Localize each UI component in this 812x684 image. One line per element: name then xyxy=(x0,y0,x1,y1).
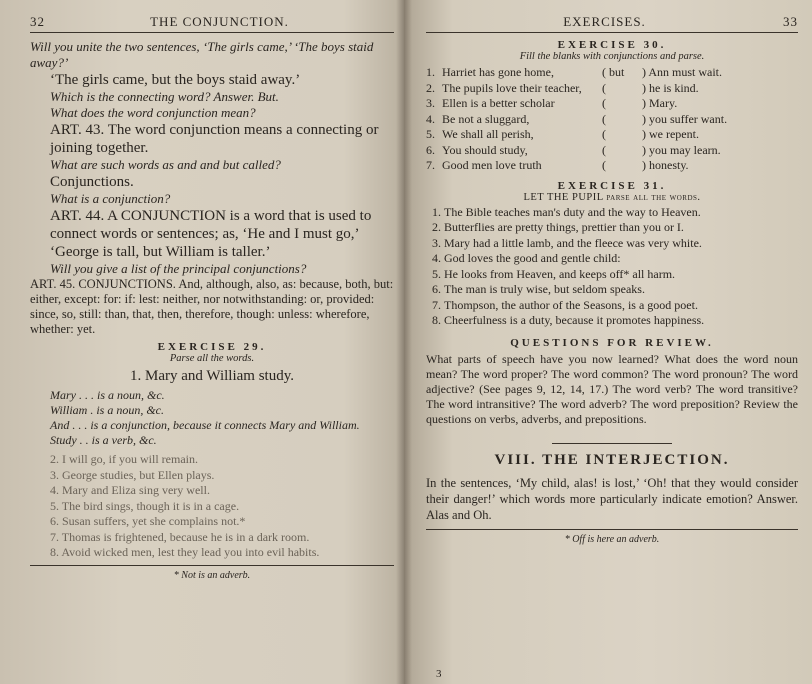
example-heading: 1. Mary and William study. xyxy=(130,368,294,384)
cell-b: ( xyxy=(602,111,606,126)
text-line: ‘The girls came, but the boys staid away.’ xyxy=(50,72,301,88)
book-gutter xyxy=(396,0,412,684)
signature-mark: 3 xyxy=(436,668,442,680)
exercise-item: 4. Mary and Eliza sing very well. xyxy=(50,483,210,497)
exercise-item: 6. Susan suffers, yet she complains not.* xyxy=(50,514,246,528)
exercise-30-subtitle: Fill the blanks with conjunctions and parse. xyxy=(519,51,705,62)
text-line: ART. 43. The word conjunction means a connecting or joining together. xyxy=(50,122,379,156)
table-row xyxy=(426,112,798,128)
cell-a: The pupils love their teacher, xyxy=(442,80,582,95)
cell-b: ( xyxy=(602,142,606,157)
list-item: 7. Thompson, the author of the Seasons, is a good poet. xyxy=(444,298,798,314)
table-row xyxy=(426,158,798,174)
cell-a: You should study, xyxy=(442,142,528,157)
text-line: Will you unite the two sentences, ‘The girls came,’ ‘The boys staid away?’ xyxy=(30,39,374,70)
right-running-head xyxy=(426,14,798,33)
right-page-number: 33 xyxy=(783,14,798,29)
example-lines xyxy=(30,388,394,448)
exercise-item: 2. I will go, if you will remain. xyxy=(50,452,198,466)
list-item: 2. Butterflies are pretty things, prettier than you or I. xyxy=(444,220,798,236)
exercise-item: 5. The bird sings, though it is in a cage. xyxy=(50,498,240,513)
section-divider xyxy=(552,443,672,444)
right-footnote: * Off is here an adverb. xyxy=(564,533,660,545)
list-item: 6. The man is truly wise, but seldom speaks. xyxy=(444,282,798,298)
text-line: Will you give a list of the principal conjunctions? xyxy=(50,261,307,276)
cell-c: ) Ann must wait. xyxy=(642,65,722,79)
list-item: 4. God loves the good and gentle child: xyxy=(444,251,798,267)
example-line: William . is a noun, &c. xyxy=(50,403,164,417)
exercise-31-title: EXERCISE 31. xyxy=(557,179,667,192)
cell-n: 6. xyxy=(426,142,435,157)
chapter-title: VIII. THE INTERJECTION. xyxy=(494,451,730,468)
list-item: 3. Mary had a little lamb, and the fleece was very white. xyxy=(444,236,798,252)
cell-a: Good men love truth xyxy=(442,158,542,172)
cell-c: ) you suffer want. xyxy=(642,111,728,126)
list-item: 5. He looks from Heaven, and keeps off* all harm. xyxy=(444,267,798,283)
exercise-item: 3. George studies, but Ellen plays. xyxy=(50,467,215,482)
exercise-item: 8. Avoid wicked men, lest they lead you into evil habits. xyxy=(50,545,320,559)
cell-n: 2. xyxy=(426,80,435,95)
cell-a: Be not a sluggard, xyxy=(442,111,530,126)
example-line: Study . . is a verb, &c. xyxy=(50,433,157,447)
cell-b: ( xyxy=(602,80,606,95)
right-footnote-rule xyxy=(426,529,798,530)
text-line: Conjunctions. xyxy=(50,174,134,190)
exercise-31-subtitle: LET THE PUPIL parse all the words. xyxy=(523,191,701,203)
text-line: What are such words as and and but called? xyxy=(50,157,281,172)
cell-b: ( xyxy=(602,96,606,110)
left-page-number: 32 xyxy=(30,14,45,29)
exercise-30-title: EXERCISE 30. xyxy=(557,39,667,51)
cell-n: 7. xyxy=(426,158,435,172)
cell-b: ( xyxy=(602,127,606,141)
left-head-title: THE CONJUNCTION. xyxy=(150,14,289,29)
left-body xyxy=(30,39,394,337)
table-row xyxy=(426,81,798,97)
left-page xyxy=(0,0,404,684)
chapter-text: In the sentences, ‘My child, alas! is lost,’ ‘Oh! that they would consider their danger!’ which words more particularly indicate emotion? Answer. Alas and Oh. xyxy=(426,475,798,522)
cell-n: 4. xyxy=(426,111,435,126)
exercise-item: 7. Thomas is frightened, because he is in a dark room. xyxy=(50,529,310,544)
cell-a: We shall all perish, xyxy=(442,127,534,141)
right-page xyxy=(404,0,812,684)
example-line: Mary . . . is a noun, &c. xyxy=(50,388,165,402)
cell-b: ( xyxy=(602,158,606,172)
cell-a: Harriet has gone home, xyxy=(442,65,554,79)
table-row xyxy=(426,65,798,81)
table-row xyxy=(426,143,798,159)
example-line: And . . . is a conjunction, because it connects Mary and William. xyxy=(50,418,360,432)
cell-c: ) honesty. xyxy=(642,158,689,172)
text-line: What does the word conjunction mean? xyxy=(50,105,256,120)
exercise-30-table xyxy=(426,65,798,174)
cell-n: 3. xyxy=(426,96,435,110)
cell-n: 1. xyxy=(426,65,435,79)
exercise-29-subtitle: Parse all the words. xyxy=(169,353,255,364)
cell-a: Ellen is a better scholar xyxy=(442,96,555,110)
list-item: 1. The Bible teaches man's duty and the way to Heaven. xyxy=(444,205,798,221)
review-text: What parts of speech have you now learned? What does the word noun mean? The word proper? The word common? The word pronoun? The word adjective? (See pages 9, 12, 14, 17.) The word verb? The word transitive? The word intransitive? The word adverb? The word preposition? Review the questions on verbs, adverbs, and prepositions. xyxy=(426,351,798,426)
cell-c: ) we repent. xyxy=(642,127,699,141)
right-head-title: EXERCISES. xyxy=(563,14,646,29)
text-line: ART. 44. A CONJUNCTION is a word that is used to connect words or sentences; as, ‘He and I must go,’ ‘George is tall, but William is taller.’ xyxy=(50,208,372,260)
left-footnote-rule xyxy=(30,565,394,566)
cell-c: ) you may learn. xyxy=(642,142,721,157)
exercise-31-list xyxy=(426,205,798,329)
table-row xyxy=(426,96,798,112)
cell-n: 5. xyxy=(426,127,435,141)
cell-b: ( but xyxy=(602,65,625,79)
text-line: What is a conjunction? xyxy=(50,191,171,206)
text-line: Which is the connecting word? Answer. But. xyxy=(50,89,279,104)
exercise-29-title: EXERCISE 29. xyxy=(157,341,267,353)
text-line: ART. 45. CONJUNCTIONS. And, although, also, as: because, both, but: either, except: for: if: lest: neither, nor notwithstanding: or, provided: since, so, still: than, that, then, therefore, though: unless: wherefore, whether: yet. xyxy=(30,277,394,336)
cell-c: ) he is kind. xyxy=(642,80,699,95)
left-footnote: * Not is an adverb. xyxy=(173,569,251,581)
review-title: QUESTIONS FOR REVIEW. xyxy=(510,336,714,349)
left-running-head xyxy=(30,14,394,33)
table-row xyxy=(426,127,798,143)
list-item: 8. Cheerfulness is a duty, because it promotes happiness. xyxy=(444,313,798,329)
exercise-29-items xyxy=(30,452,394,561)
cell-c: ) Mary. xyxy=(642,96,678,110)
